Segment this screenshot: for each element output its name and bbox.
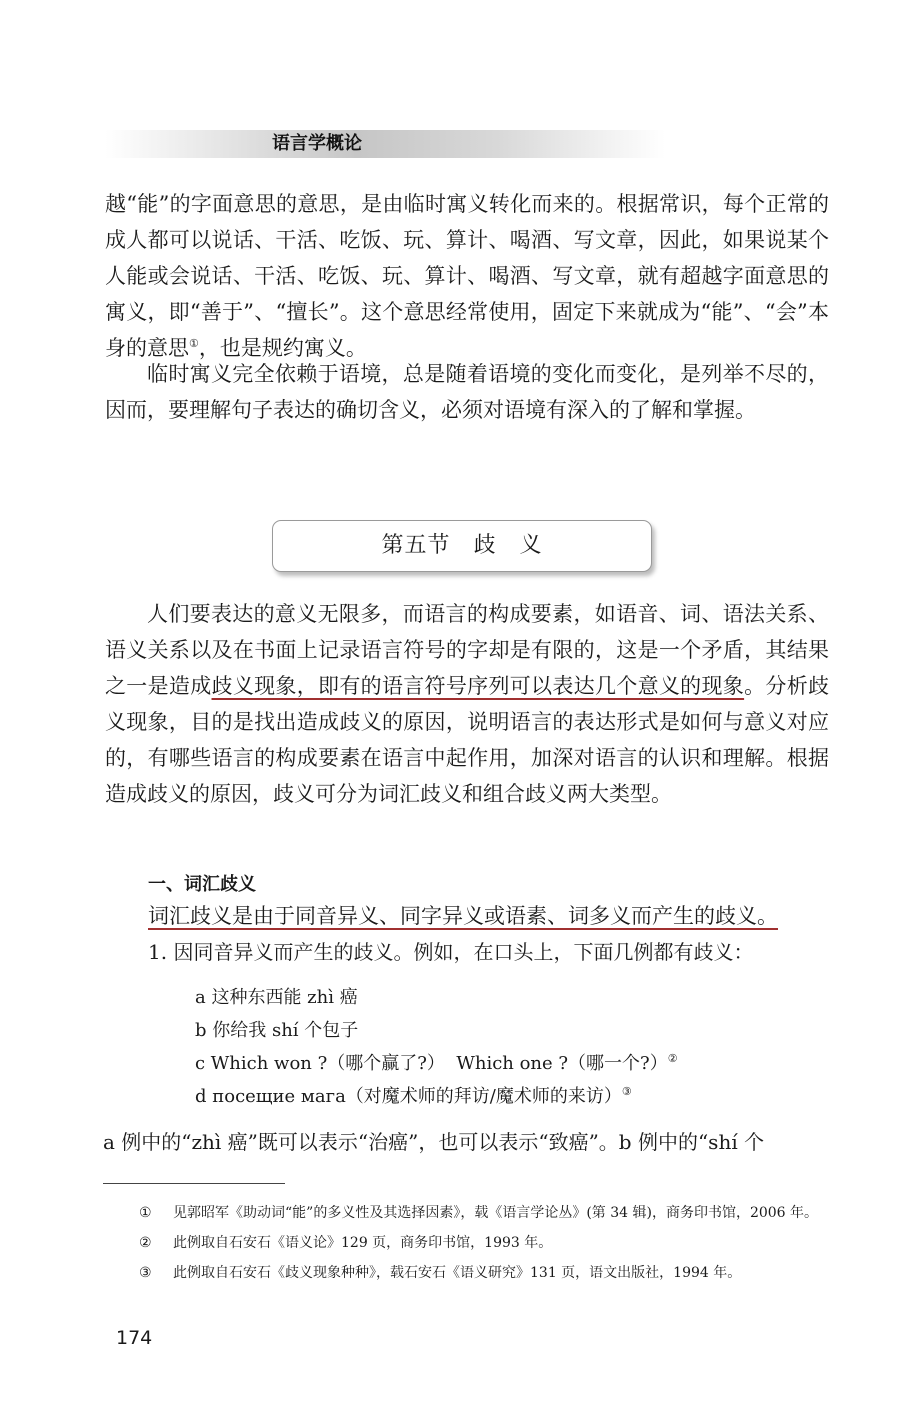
footnote-1-mark: ① [139, 1205, 152, 1221]
running-header-title: 语言学概论 [272, 133, 362, 154]
footnote-2-text: 此例取自石安石《语义论》129 页，商务印书馆，1993 年。 [173, 1235, 553, 1251]
paragraph-1-end: ，也是规约寓义。 [198, 336, 367, 360]
example-c [195, 1047, 678, 1080]
example-a-text: a 这种东西能 zhì 癌 [195, 987, 358, 1008]
example-d-text: d посещие мага（对魔术师的拜访/魔术师的来访） [195, 1086, 622, 1107]
footnotes [103, 1200, 830, 1290]
paragraph-1-text: 越“能”的字面意思的意思，是由临时寓义转化而来的。根据常识，每个正常的成人都可以说话、干活、吃饭、玩、算计、喝酒、写文章，因此，如果说某个人能或会说话、干活、吃饭、玩、算计、喝酒、写文章，就有超越字面意思的寓义，即“善于”、“擅长”。这个意思经常使用，固定下来就成为“能”、“会”本身的意思 [105, 192, 829, 360]
paragraph-3-text-a: 人们要表达的意义无限多，而语言的构成要素，如语音、词、语法关系、语义关系以及在书面上记录语言符号的字却是有限的，这是一个矛盾，其结果之一是造成 [105, 602, 829, 698]
footnote-2-mark: ② [139, 1235, 152, 1251]
header-band [105, 130, 665, 158]
footnote-3-text: 此例取自石安石《歧义现象种种》，载石安石《语义研究》131 页，语文出版社，1994 年。 [173, 1265, 742, 1281]
paragraph-2 [105, 356, 829, 428]
footnote-ref-3[interactable]: ③ [621, 1085, 632, 1098]
paragraph-3-text-b: 。分析歧义现象，目的是找出造成歧义的原因，说明语言的表达形式是如何与意义对应的，有哪些语言的构成要素在语言中起作用，加深对语言的认识和理解。根据造成歧义的原因，歧义可分为词汇歧义和组合歧义两大类型。 [105, 674, 830, 806]
paragraph-after-examples: a 例中的“zhì 癌”既可以表示“治癌”，也可以表示“致癌”。b 例中的“shí 个 [103, 1130, 765, 1154]
example-b-text: b 你给我 shí 个包子 [195, 1020, 359, 1041]
subheading: 一、词汇歧义 [148, 874, 256, 895]
underlined-definition: 歧义现象，即有的语言符号序列可以表达几个意义的现象 [211, 674, 745, 698]
footnote-1-text: 见郭昭军《助动词“能”的多义性及其选择因素》，载《语言学论丛》(第 34 辑)，商务印书馆，2006 年。 [173, 1205, 819, 1221]
section-heading-box [272, 520, 652, 572]
footnote-divider [103, 1183, 285, 1184]
footnote-2 [103, 1230, 830, 1256]
section-title: 第五节 歧 义 [381, 533, 543, 558]
list-item-1: 1. 因同音异义而产生的歧义。例如，在口头上，下面几例都有歧义： [148, 940, 754, 964]
example-a [195, 981, 678, 1014]
footnote-3 [103, 1260, 830, 1286]
footnote-3-mark: ③ [139, 1265, 152, 1281]
footnote-1 [103, 1200, 830, 1226]
footnote-ref-1[interactable]: ① [189, 337, 199, 350]
example-d [195, 1080, 678, 1113]
paragraph-3 [105, 596, 829, 812]
paragraph-2-text: 临时寓义完全依赖于语境，总是随着语境的变化而变化，是列举不尽的，因而，要理解句子表达的确切含义，必须对语境有深入的了解和掌握。 [105, 362, 829, 422]
example-b [195, 1014, 678, 1047]
underlined-definition-lexical: 词汇歧义是由于同音异义、同字异义或语素、词多义而产生的歧义。 [148, 904, 778, 928]
paragraph-1 [105, 186, 829, 366]
footnote-ref-2[interactable]: ② [667, 1052, 678, 1065]
page-number: 174 [116, 1327, 153, 1349]
example-c-text: c Which won ?（哪个赢了?） Which one ?（哪一个?） [195, 1053, 668, 1074]
examples-list [195, 981, 678, 1113]
